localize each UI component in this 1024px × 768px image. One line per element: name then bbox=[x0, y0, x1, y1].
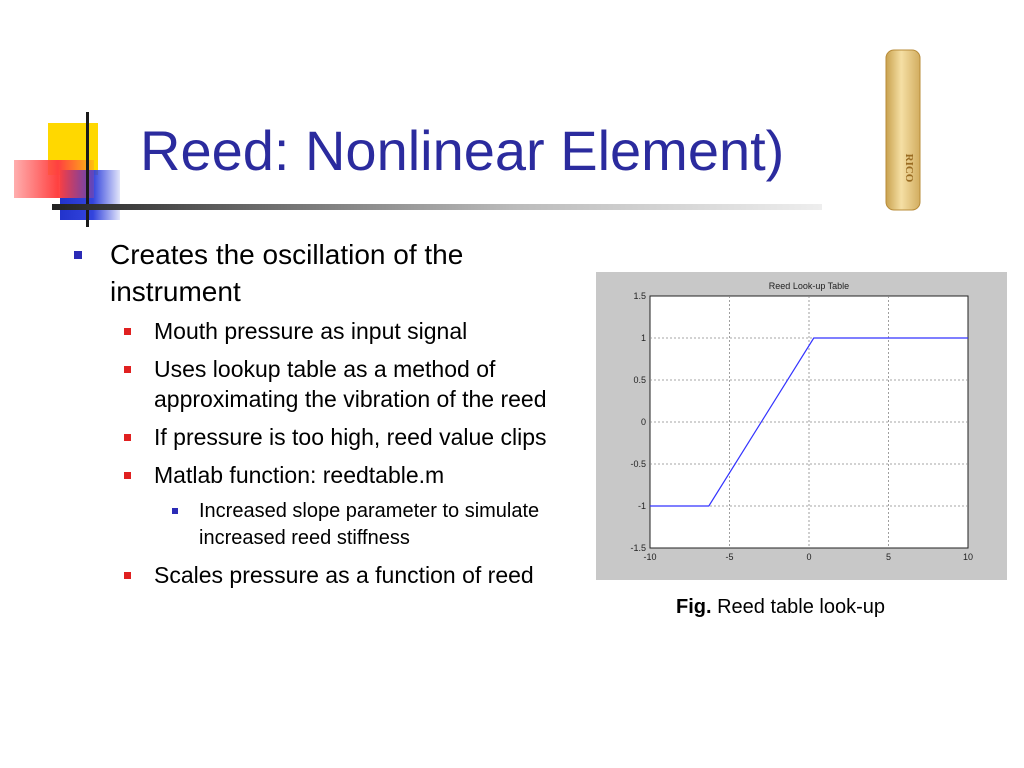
figure-caption bbox=[676, 596, 885, 619]
chart-title: Reed Look-up Table bbox=[768, 281, 850, 291]
bullet-main: Creates the oscillation of the instrument bbox=[72, 236, 587, 310]
figure-panel bbox=[596, 272, 1007, 580]
x-tick-label: 0 bbox=[806, 552, 812, 562]
bullet-sub-3: If pressure is too high, reed value clips bbox=[72, 422, 587, 452]
decor-red-block bbox=[14, 160, 94, 198]
x-tick-label: -5 bbox=[725, 552, 734, 562]
bullet-sub-4: Matlab function: reedtable.m bbox=[72, 460, 587, 490]
y-tick-label: -1 bbox=[637, 501, 646, 511]
x-tick-label: -10 bbox=[643, 552, 657, 562]
reed-brand-label: RICO bbox=[903, 153, 915, 183]
bullet-sub-5: Scales pressure as a function of reed bbox=[72, 560, 587, 590]
y-tick-label: 1.5 bbox=[633, 291, 646, 301]
bullet-sub-1: Mouth pressure as input signal bbox=[72, 316, 587, 346]
y-tick-label: -1.5 bbox=[630, 543, 646, 553]
x-tick-label: 5 bbox=[885, 552, 892, 562]
bullet-sub-4-child: Increased slope parameter to simulate increased reed stiffness bbox=[72, 498, 587, 552]
caption-text: Reed table look-up bbox=[717, 596, 885, 618]
title-underline bbox=[52, 204, 822, 210]
caption-prefix: Fig. bbox=[676, 596, 712, 618]
y-tick-label: 0.5 bbox=[633, 375, 646, 385]
reed-image bbox=[880, 48, 926, 212]
y-tick-label: 1 bbox=[640, 333, 646, 343]
x-tick-label: 10 bbox=[962, 552, 974, 562]
slide-title: Reed: Nonlinear Element) bbox=[140, 119, 785, 182]
y-tick-label: -0.5 bbox=[630, 459, 646, 469]
y-tick-label: 0 bbox=[640, 417, 646, 427]
reed-lookup-chart bbox=[596, 272, 1007, 580]
bullet-sub-2: Uses lookup table as a method of approximating the vibration of the reed bbox=[72, 354, 587, 414]
bullet-list bbox=[72, 236, 587, 598]
